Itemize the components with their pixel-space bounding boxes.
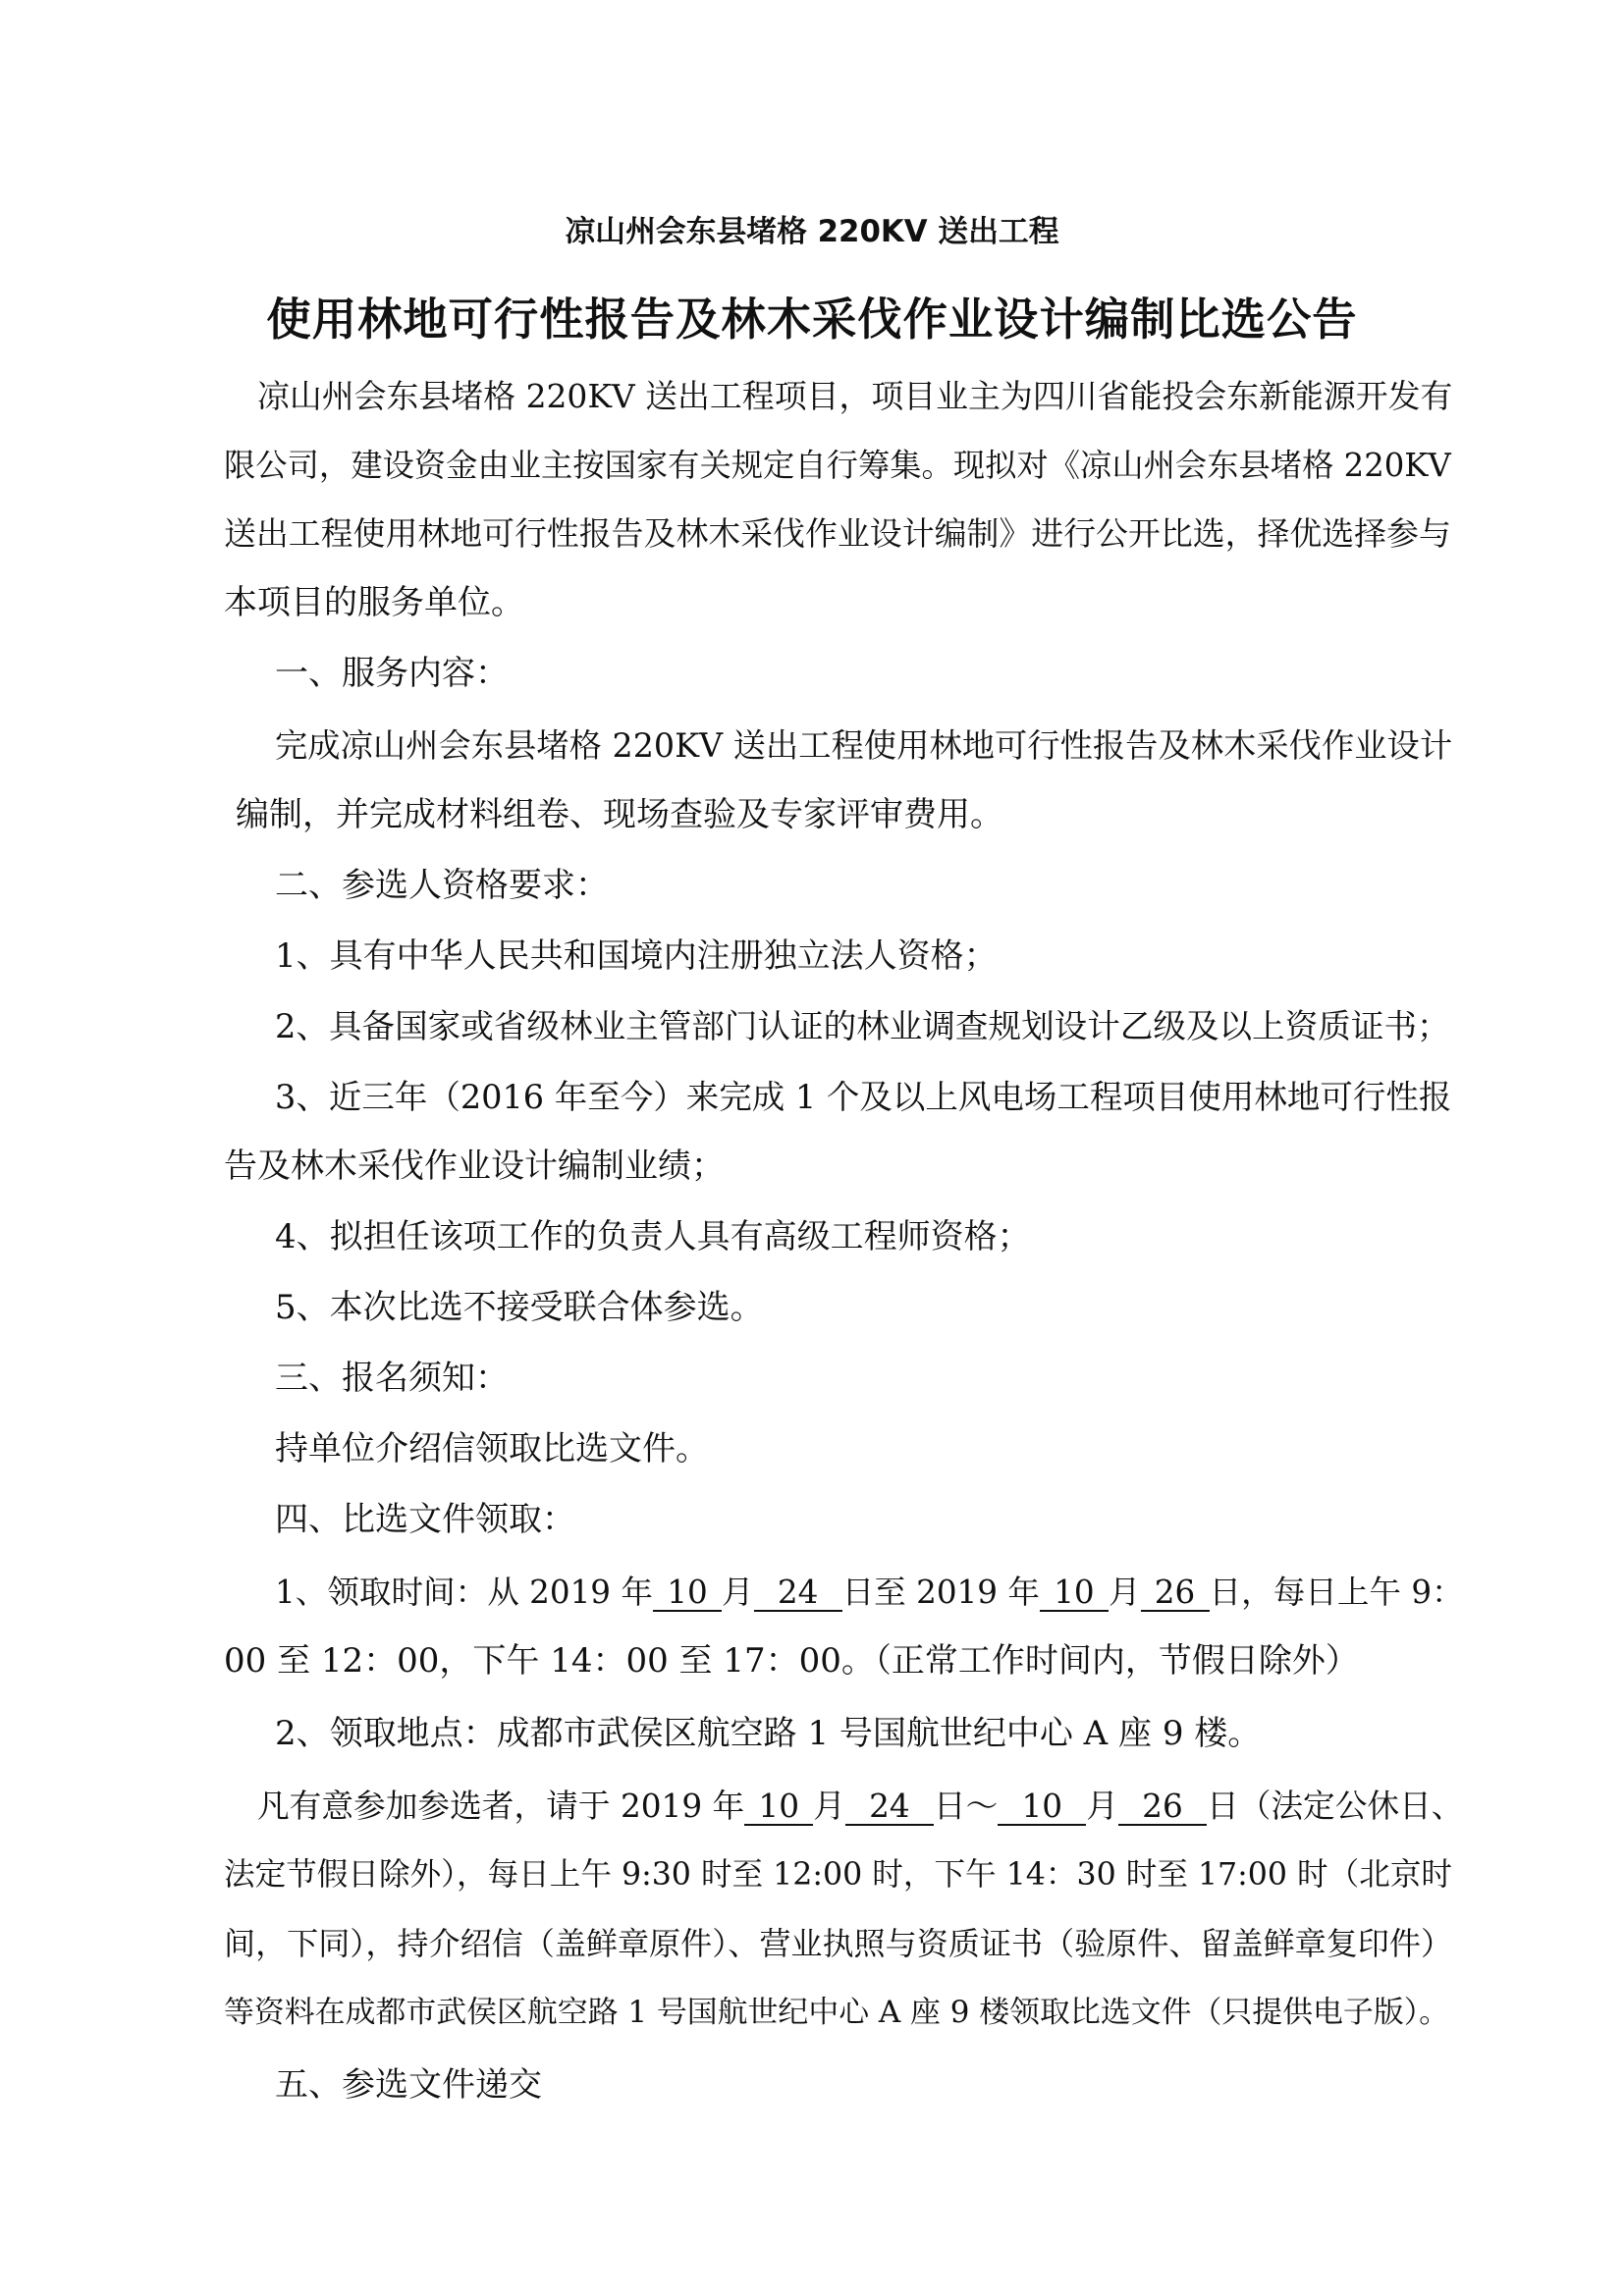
section3-line: 持单位介绍信领取比选文件。	[275, 1429, 709, 1468]
pickup-end-day: 26	[1141, 1575, 1210, 1612]
document-title: 使用林地可行性报告及林木采伐作业设计编制比选公告	[266, 294, 1358, 346]
pickup-start-month: 10	[653, 1575, 722, 1612]
notice-month-label-1: 月	[813, 1788, 845, 1825]
qualification-item-3-cont: 告及林木采伐作业设计编制业绩；	[224, 1147, 725, 1186]
intro-line-3: 送出工程使用林地可行性报告及林木采伐作业设计编制》进行公开比选，择优选择参与	[224, 514, 1451, 553]
notice-line-2: 法定节假日除外），每日上午 9:30 时至 12:00 时，下午 14：30 时至 17:00 时（北京时	[224, 1857, 1453, 1893]
pickup-time-prefix: 1、领取时间：从 2019 年	[275, 1574, 653, 1611]
notice-mid: 日～	[933, 1788, 999, 1825]
notice-line-3: 间，下同），持介绍信（盖鲜章原件）、营业执照与资质证书（验原件、留盖鲜章复印件）	[224, 1925, 1453, 1962]
notice-prefix: 凡有意参加参选者，请于 2019 年	[257, 1788, 745, 1825]
qualification-item-3: 3、近三年（2016 年至今）来完成 1 个及以上风电场工程项目使用林地可行性报	[275, 1078, 1452, 1116]
intro-line-1: 凉山州会东县堵格 220KV 送出工程项目，项目业主为四川省能投会东新能源开发有	[257, 377, 1453, 415]
pickup-time-line-1	[275, 1571, 1464, 1614]
intro-line-2: 限公司，建设资金由业主按国家有关规定自行筹集。现拟对《凉山州会东县堵格 220KV	[224, 447, 1451, 484]
section5-heading: 五、参选文件递交	[275, 2065, 542, 2105]
notice-line-4: 等资料在成都市武侯区航空路 1 号国航世纪中心 A 座 9 楼领取比选文件（只提供电子版）。	[224, 1995, 1450, 2030]
qualification-item-5: 5、本次比选不接受联合体参选。	[275, 1288, 764, 1327]
intro-line-4: 本项目的服务单位。	[224, 583, 524, 622]
notice-end-month: 10	[998, 1789, 1086, 1826]
notice-suffix: 日（法定公休日、	[1206, 1788, 1464, 1825]
section2-heading: 二、参选人资格要求：	[275, 866, 609, 905]
section1-line-2: 编制，并完成材料组卷、现场查验及专家评审费用。	[236, 795, 1003, 834]
section3-heading: 三、报名须知：	[275, 1359, 509, 1398]
document-subtitle: 凉山州会东县堵格 220KV 送出工程	[565, 214, 1059, 249]
notice-end-day: 26	[1118, 1789, 1207, 1826]
pickup-end-month: 10	[1040, 1575, 1109, 1612]
section1-heading: 一、服务内容：	[275, 654, 509, 693]
qualification-item-1: 1、具有中华人民共和国境内注册独立法人资格；	[275, 936, 998, 976]
pickup-time-line-2: 00 至 12：00，下午 14：00 至 17：00。（正常工作时间内，节假日除外）	[224, 1641, 1359, 1681]
pickup-start-day: 24	[754, 1575, 842, 1612]
pickup-month-label-2: 月	[1108, 1574, 1141, 1611]
pickup-place: 2、领取地点：成都市武侯区航空路 1 号国航世纪中心 A 座 9 楼。	[275, 1714, 1262, 1753]
pickup-time-mid: 日至 2019 年	[841, 1574, 1040, 1611]
section1-line-1: 完成凉山州会东县堵格 220KV 送出工程使用林地可行性报告及林木采伐作业设计	[275, 726, 1453, 765]
notice-line-1	[257, 1785, 1463, 1828]
notice-start-month: 10	[744, 1789, 813, 1826]
notice-month-label-2: 月	[1086, 1788, 1118, 1825]
pickup-time-suffix: 日，每日上午 9：	[1209, 1574, 1464, 1611]
qualification-item-2: 2、具备国家或省级林业主管部门认证的林业调查规划设计乙级及以上资质证书；	[275, 1007, 1450, 1045]
section4-heading: 四、比选文件领取：	[275, 1500, 575, 1539]
qualification-item-4: 4、拟担任该项工作的负责人具有高级工程师资格；	[275, 1217, 1031, 1256]
pickup-month-label-1: 月	[721, 1574, 754, 1611]
notice-start-day: 24	[845, 1789, 934, 1826]
